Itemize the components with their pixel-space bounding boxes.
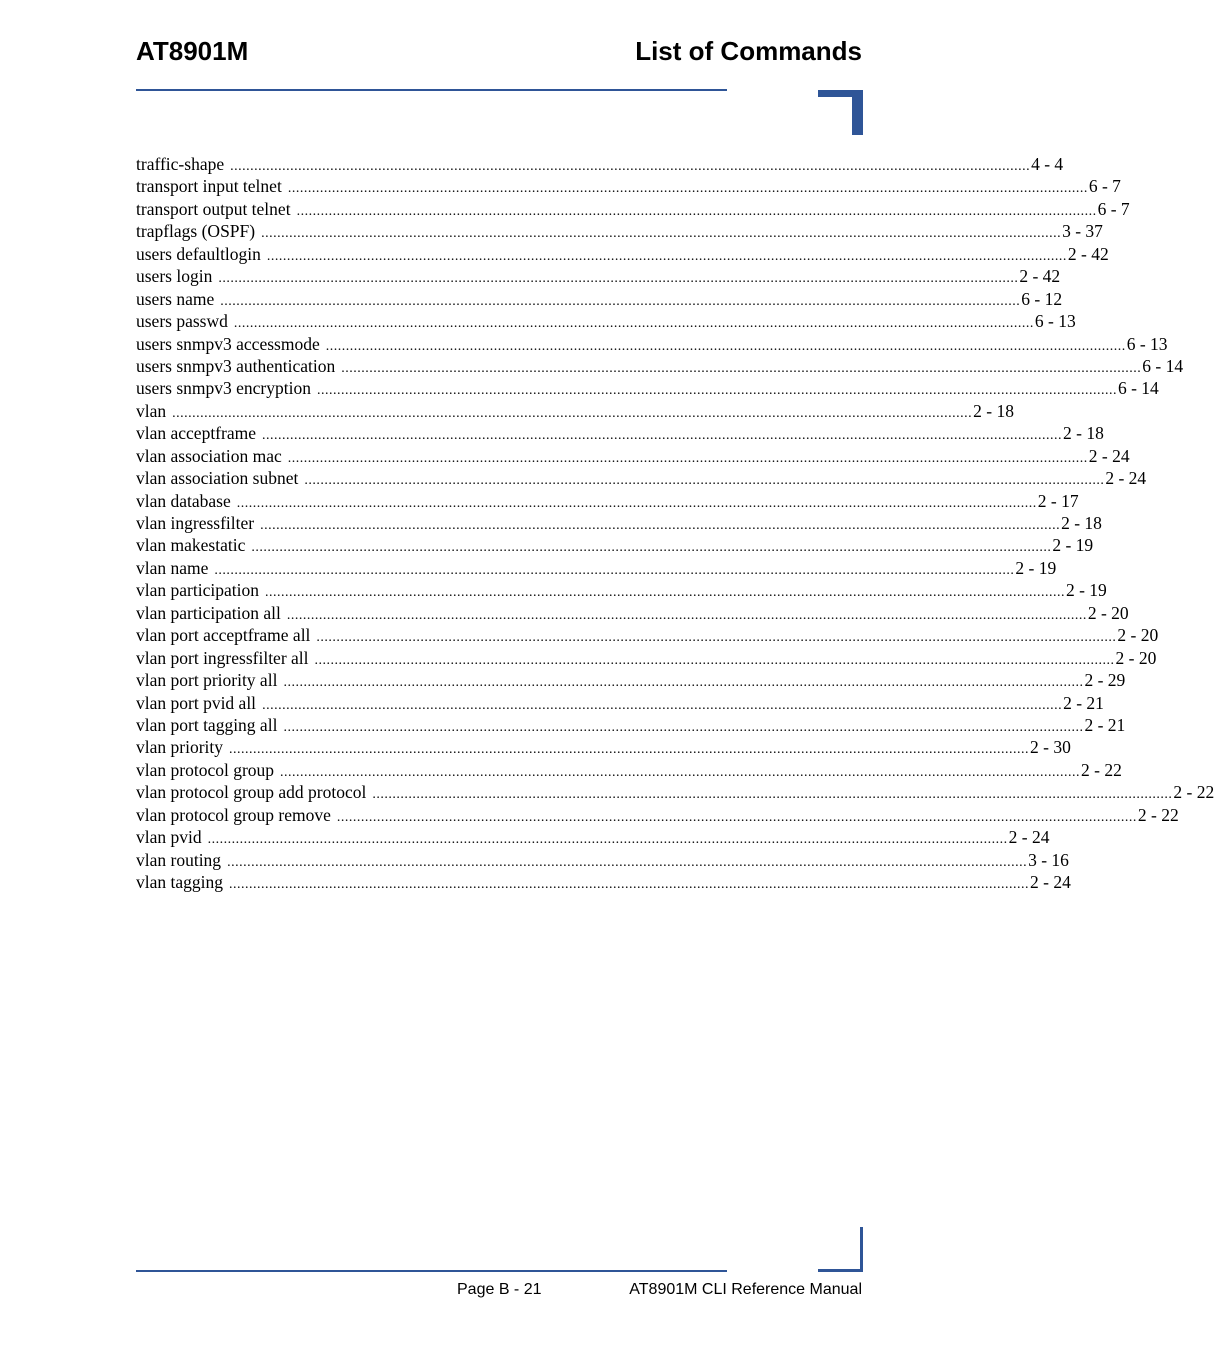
footer-manual-title: AT8901M CLI Reference Manual	[629, 1281, 862, 1298]
index-entry-page: 2 - 17	[1037, 490, 1079, 511]
dot-leader: ........................................................................................................................................................................................................	[172, 405, 973, 421]
dot-leader: ........................................................................................................................................................................................................	[207, 832, 1008, 848]
index-entry[interactable]	[136, 669, 1126, 691]
dot-leader: ........................................................................................................................................................................................................	[230, 159, 1031, 174]
dot-leader: ........................................................................................................................................................................................................	[218, 271, 1019, 287]
dot-leader: ........................................................................................................................................................................................................	[286, 607, 1087, 623]
index-entry-page: 6 - 7	[1097, 198, 1130, 219]
index-entry-page: 2 - 20	[1117, 625, 1159, 646]
footer-rule	[136, 1270, 727, 1272]
index-entry-page: 2 - 24	[1030, 872, 1071, 892]
index-entry[interactable]	[136, 333, 1168, 355]
dot-leader: ........................................................................................................................................................................................................	[316, 630, 1117, 646]
index-entry-label: vlan protocol group	[136, 759, 275, 780]
dot-leader: ........................................................................................................................................................................................................	[287, 450, 1088, 466]
dot-leader: ........................................................................................................................................................................................................	[251, 540, 1052, 556]
index-entry[interactable]	[136, 288, 1063, 310]
index-entry[interactable]	[136, 400, 1014, 422]
index-entry[interactable]	[136, 243, 1109, 265]
dot-leader: ........................................................................................................................................................................................................	[304, 473, 1105, 489]
dot-leader: ........................................................................................................................................................................................................	[296, 203, 1097, 219]
index-entry-page: 2 - 19	[1065, 580, 1107, 601]
index-entry[interactable]	[136, 490, 1079, 512]
index-entry-page: 2 - 30	[1030, 737, 1071, 758]
index-entry-label: vlan database	[136, 490, 231, 511]
dot-leader: ........................................................................................................................................................................................................	[229, 742, 1029, 758]
index-entry-label: vlan priority	[136, 737, 223, 758]
index-entry-label: users defaultlogin	[136, 243, 261, 264]
dot-leader: ........................................................................................................................................................................................................	[262, 697, 1063, 713]
index-entry-label: vlan acceptframe	[136, 423, 256, 444]
index-entry[interactable]	[136, 692, 1104, 714]
index-entry-page: 2 - 22	[1173, 782, 1214, 803]
corner-mark-bottom-vertical	[860, 1227, 863, 1272]
index-entry-label: vlan participation	[136, 580, 259, 601]
index-entry[interactable]	[136, 849, 1069, 871]
index-entry[interactable]	[136, 579, 1107, 601]
index-entry[interactable]	[136, 804, 1179, 826]
index-entry-page: 3 - 16	[1028, 849, 1069, 870]
index-entry-label: users snmpv3 authentication	[136, 355, 336, 376]
index-entry-label: vlan port tagging all	[136, 714, 278, 735]
index-entry[interactable]	[136, 781, 1214, 803]
index-entry[interactable]	[136, 557, 1057, 579]
index-entry-label: vlan pvid	[136, 827, 202, 848]
index-entry-label: vlan association mac	[136, 445, 282, 466]
footer-page-number: Page B - 21	[457, 1281, 542, 1298]
index-entry[interactable]	[136, 377, 1159, 399]
index-entry-label: traffic-shape	[136, 154, 225, 174]
dot-leader: ........................................................................................................................................................................................................	[220, 293, 1021, 309]
index-entry[interactable]	[136, 445, 1130, 467]
index-entry-page: 2 - 21	[1063, 692, 1104, 713]
index-entry[interactable]	[136, 175, 1121, 197]
index-entry-label: vlan ingressfilter	[136, 513, 255, 533]
index-entry-label: vlan association subnet	[136, 468, 299, 489]
index-entry-page: 6 - 14	[1117, 378, 1159, 399]
index-entry-label: users snmpv3 accessmode	[136, 333, 320, 354]
index-entry-page: 6 - 7	[1088, 176, 1121, 197]
index-entry-label: vlan protocol group remove	[136, 804, 331, 825]
index-entry[interactable]	[136, 714, 1126, 736]
dot-leader: ........................................................................................................................................................................................................	[372, 787, 1173, 803]
index-entry[interactable]	[136, 624, 1159, 646]
index-entry-label: vlan	[136, 400, 167, 421]
index-entry-page: 6 - 13	[1034, 311, 1076, 332]
index-entry-page: 2 - 20	[1115, 647, 1157, 668]
index-entry-label: vlan port ingressfilter all	[136, 647, 309, 668]
index-entry-page: 2 - 29	[1084, 670, 1126, 691]
index-entry[interactable]	[136, 467, 1147, 489]
index-entry-page: 6 - 13	[1126, 333, 1168, 354]
index-entry-label: users passwd	[136, 311, 228, 332]
index-entry-label: users snmpv3 encryption	[136, 378, 311, 399]
index-entry-label: users name	[136, 288, 215, 309]
index-entry-label: vlan protocol group add protocol	[136, 782, 367, 803]
index-entry-page: 2 - 42	[1067, 243, 1109, 264]
index-entry[interactable]	[136, 602, 1129, 624]
header-left-title: AT8901M	[136, 36, 249, 66]
index-entry-page: 6 - 12	[1021, 288, 1063, 309]
dot-leader: ........................................................................................................................................................................................................	[264, 585, 1065, 601]
index-entry-label: transport output telnet	[136, 198, 291, 219]
corner-mark-bottom-horizontal	[818, 1269, 863, 1272]
dot-leader: ........................................................................................................................................................................................................	[283, 719, 1084, 735]
index-entry[interactable]	[136, 265, 1061, 287]
header-rule	[136, 89, 727, 91]
dot-leader: ........................................................................................................................................................................................................	[341, 360, 1142, 376]
header-right-title: List of Commands	[635, 36, 862, 66]
corner-mark-top-vertical	[852, 90, 863, 135]
dot-leader: ........................................................................................................................................................................................................	[287, 181, 1088, 197]
index-entry-page: 2 - 19	[1015, 557, 1057, 578]
dot-leader: ........................................................................................................................................................................................................	[261, 226, 1062, 242]
index-entry-page: 3 - 37	[1062, 221, 1103, 242]
dot-leader: ........................................................................................................................................................................................................	[283, 675, 1084, 691]
index-entry[interactable]	[136, 153, 1064, 175]
index-entry[interactable]	[136, 871, 1071, 893]
dot-leader: ........................................................................................................................................................................................................	[325, 338, 1126, 354]
index-entry-label: trapflags (OSPF)	[136, 221, 256, 242]
index-entry-label: vlan participation all	[136, 602, 281, 623]
index-entry-label: vlan routing	[136, 849, 222, 870]
index-entry-label: users login	[136, 266, 213, 287]
dot-leader: ........................................................................................................................................................................................................	[227, 854, 1028, 870]
index-entry-page: 2 - 20	[1087, 602, 1129, 623]
index-entry[interactable]	[136, 310, 1076, 332]
index-entry[interactable]	[136, 736, 1071, 758]
dot-leader: ........................................................................................................................................................................................................	[336, 809, 1137, 825]
index-entry[interactable]	[136, 647, 1157, 669]
index-entry[interactable]	[136, 826, 1050, 848]
dot-leader: ........................................................................................................................................................................................................	[229, 877, 1029, 892]
index-entry[interactable]	[136, 512, 1102, 534]
index-entry-page: 2 - 19	[1052, 535, 1094, 556]
index-entry-page: 2 - 24	[1105, 468, 1147, 489]
index-entry-page: 2 - 22	[1137, 804, 1179, 825]
index-entry[interactable]	[136, 220, 1103, 242]
index-entry-label: vlan port priority all	[136, 670, 278, 691]
dot-leader: ........................................................................................................................................................................................................	[314, 652, 1115, 668]
index-entry[interactable]	[136, 355, 1184, 377]
index-entry[interactable]	[136, 422, 1104, 444]
index-entry-label: vlan port acceptframe all	[136, 625, 311, 646]
index-entry-page: 2 - 24	[1088, 445, 1130, 466]
dot-leader: ........................................................................................................................................................................................................	[316, 383, 1117, 399]
index-entry-page: 2 - 18	[973, 400, 1014, 421]
index-entry-label: transport input telnet	[136, 176, 282, 197]
index-entry-page: 2 - 18	[1063, 423, 1104, 444]
index-entry-page: 2 - 22	[1081, 759, 1122, 780]
command-index-list	[136, 153, 1214, 893]
index-entry-label: vlan name	[136, 557, 209, 578]
index-entry-page: 4 - 4	[1031, 154, 1064, 174]
index-entry-label: vlan tagging	[136, 872, 223, 892]
dot-leader: ........................................................................................................................................................................................................	[260, 518, 1061, 533]
index-entry-page: 2 - 42	[1019, 266, 1061, 287]
index-entry[interactable]	[136, 198, 1130, 220]
index-entry-page: 2 - 24	[1008, 827, 1050, 848]
index-entry-label: vlan port pvid all	[136, 692, 257, 713]
dot-leader: ........................................................................................................................................................................................................	[214, 562, 1015, 578]
index-entry[interactable]	[136, 759, 1122, 781]
dot-leader: ........................................................................................................................................................................................................	[280, 764, 1081, 780]
index-entry-page: 6 - 14	[1142, 355, 1184, 376]
index-entry-label: vlan makestatic	[136, 535, 246, 556]
dot-leader: ........................................................................................................................................................................................................	[236, 495, 1037, 511]
dot-leader: ........................................................................................................................................................................................................	[262, 428, 1062, 444]
dot-leader: ........................................................................................................................................................................................................	[266, 248, 1067, 264]
index-entry[interactable]	[136, 534, 1094, 556]
dot-leader: ........................................................................................................................................................................................................	[233, 316, 1034, 332]
index-entry-page: 2 - 18	[1061, 513, 1102, 533]
index-entry-page: 2 - 21	[1084, 714, 1126, 735]
